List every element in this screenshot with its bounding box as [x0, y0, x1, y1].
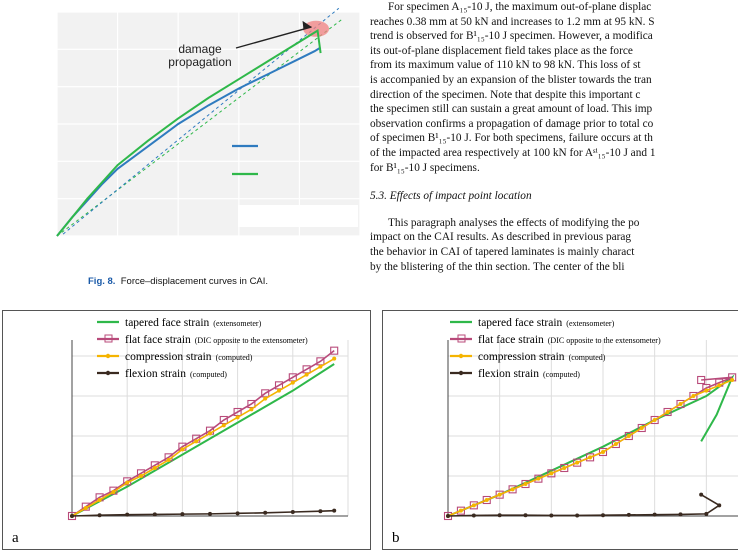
text-line: of specimen B¹₁₅-10 J. For both specimens, failure occurs at th: [370, 132, 653, 145]
legend-name: flat face strain: [125, 334, 191, 346]
data-marker: [208, 512, 212, 516]
text-line: For specimen A₁₅-10 J, the maximum out-of-plane displac: [388, 1, 652, 13]
data-marker: [153, 466, 157, 470]
data-marker: [511, 487, 515, 491]
data-marker: [699, 493, 703, 497]
data-marker: [249, 407, 253, 411]
data-marker: [125, 481, 129, 485]
series-line: [448, 495, 719, 516]
text-line: trend is observed for B¹₁₅-10 J specimen. However, a modifica: [370, 30, 653, 43]
data-marker: [601, 450, 605, 454]
legend-label: [125, 334, 308, 346]
legend-label: [125, 368, 227, 380]
legend-name: flexion strain: [478, 368, 539, 380]
data-marker: [263, 397, 267, 401]
panel-letter: b: [392, 530, 400, 546]
data-marker: [84, 506, 88, 510]
legend-label: [125, 351, 253, 363]
legend-label: [478, 368, 580, 380]
data-marker: [125, 513, 129, 517]
data-marker: [139, 474, 143, 478]
panel-letter: a: [12, 530, 19, 546]
x-label-background: [238, 205, 358, 227]
data-marker: [485, 498, 489, 502]
data-marker: [98, 498, 102, 502]
panel-a-content: [12, 317, 348, 546]
data-marker: [263, 511, 267, 515]
paragraph-results: [370, 0, 738, 175]
data-marker: [498, 513, 502, 517]
data-marker: [679, 512, 683, 516]
data-marker: [679, 402, 683, 406]
text-line: observation confirms a propagation of damage prior to total co: [370, 117, 654, 130]
annotation-word: propagation: [168, 55, 232, 69]
data-marker: [524, 513, 528, 517]
series-line: [72, 511, 334, 516]
text-line: direction of the specimen. Note that despite this important c: [370, 88, 641, 101]
legend-note: (extensometer): [566, 319, 615, 328]
data-marker: [194, 439, 198, 443]
legend-name: flexion strain: [125, 368, 186, 380]
article-text-column: [370, 0, 738, 274]
caption-text: Force–displacement curves in CAI.: [120, 276, 269, 287]
data-marker: [575, 461, 579, 465]
text-line: by the blistering of the thin section. The center of the bli: [370, 260, 625, 273]
data-marker: [627, 513, 631, 517]
data-marker: [536, 477, 540, 481]
legend-note: (DIC opposite to the extensometer): [194, 336, 308, 345]
data-marker: [691, 394, 695, 398]
legend-note: (computed): [215, 353, 253, 362]
data-marker: [588, 455, 592, 459]
text-line: its out-of-plane displacement field takes place as the force: [370, 44, 633, 57]
series-line: [448, 380, 732, 516]
legend-name: tapered face strain: [478, 317, 563, 329]
data-marker: [653, 513, 657, 517]
data-marker: [498, 493, 502, 497]
legend-note: (computed): [543, 370, 580, 379]
data-marker: [318, 509, 322, 513]
data-marker: [717, 383, 721, 387]
legend-marker: [459, 354, 463, 358]
data-marker: [180, 447, 184, 451]
figure-8-force-displacement: [0, 0, 370, 270]
data-marker: [730, 378, 734, 382]
data-marker: [291, 381, 295, 385]
data-marker: [704, 389, 708, 393]
text-line: the behavior in CAI of tapered laminates is mainly charact: [370, 245, 635, 258]
legend-note: (extensometer): [213, 319, 262, 328]
text-line: from its maximum value of 110 kN to 98 kN. This loss of st: [370, 59, 641, 72]
data-marker: [717, 503, 721, 507]
annotation-word: damage: [178, 42, 222, 56]
data-marker: [305, 373, 309, 377]
text-line: This paragraph analyses the effects of modifying the po: [388, 216, 640, 229]
data-marker: [222, 423, 226, 427]
data-marker: [666, 410, 670, 414]
legend-label: [478, 334, 661, 346]
legend-note: (computed): [568, 353, 606, 362]
data-marker: [236, 511, 240, 515]
data-marker: [614, 442, 618, 446]
text-line: reaches 0.38 mm at 50 kN and increases to 1.2 mm at 95 kN. S: [370, 15, 655, 28]
panel-b-content: [392, 317, 738, 546]
legend-label: [125, 317, 262, 329]
data-marker: [180, 512, 184, 516]
data-marker: [653, 418, 657, 422]
legend-marker: [459, 371, 463, 375]
legend-note: (DIC opposite to the extensometer): [547, 336, 661, 345]
legend-name: compression strain: [125, 351, 212, 363]
data-marker: [236, 415, 240, 419]
data-marker: [332, 509, 336, 513]
data-marker: [208, 431, 212, 435]
data-marker: [70, 514, 74, 518]
data-marker: [332, 357, 336, 361]
text-line: for B¹₁₅-10 J specimens.: [370, 161, 480, 174]
caption-label: Fig. 8.: [88, 276, 116, 287]
data-marker: [111, 490, 115, 494]
series-line: [72, 359, 334, 516]
text-line: impact on the CAI results. As described in previous parag: [370, 231, 632, 244]
data-marker: [472, 513, 476, 517]
data-marker: [167, 458, 171, 462]
legend-marker: [106, 354, 110, 358]
data-marker: [640, 426, 644, 430]
legend-name: flat face strain: [478, 334, 544, 346]
data-marker: [601, 513, 605, 517]
data-marker: [472, 503, 476, 507]
text-line: the specimen still can sustain a great amount of load. This imp: [370, 103, 653, 116]
legend-name: compression strain: [478, 351, 565, 363]
data-marker: [549, 513, 553, 517]
data-marker: [549, 471, 553, 475]
text-line: is accompanied by an expansion of the blister towards the tran: [370, 73, 652, 86]
data-marker: [318, 365, 322, 369]
data-marker: [575, 513, 579, 517]
data-marker: [98, 513, 102, 517]
legend-label: [478, 351, 606, 363]
figure-8-caption: [88, 276, 268, 287]
data-marker: [704, 512, 708, 516]
data-marker: [291, 510, 295, 514]
figure-9a-strain-panel: [2, 310, 374, 550]
data-marker: [446, 514, 450, 518]
figure-9b-strain-panel: [382, 310, 738, 550]
section-heading: 5.3. Effects of impact point location: [370, 190, 532, 203]
data-marker: [153, 512, 157, 516]
legend-name: tapered face strain: [125, 317, 210, 329]
text-line: of the impacted area respectively at 100 kN for Aˢⁱ₁₅-10 J and 1: [370, 146, 656, 159]
data-marker: [459, 509, 463, 513]
paragraph-impact-location: [370, 216, 738, 274]
data-marker: [524, 482, 528, 486]
legend-label: [478, 317, 615, 329]
data-marker: [627, 434, 631, 438]
legend-marker: [106, 371, 110, 375]
legend-note: (computed): [190, 370, 227, 379]
data-marker: [562, 466, 566, 470]
data-marker: [277, 389, 281, 393]
